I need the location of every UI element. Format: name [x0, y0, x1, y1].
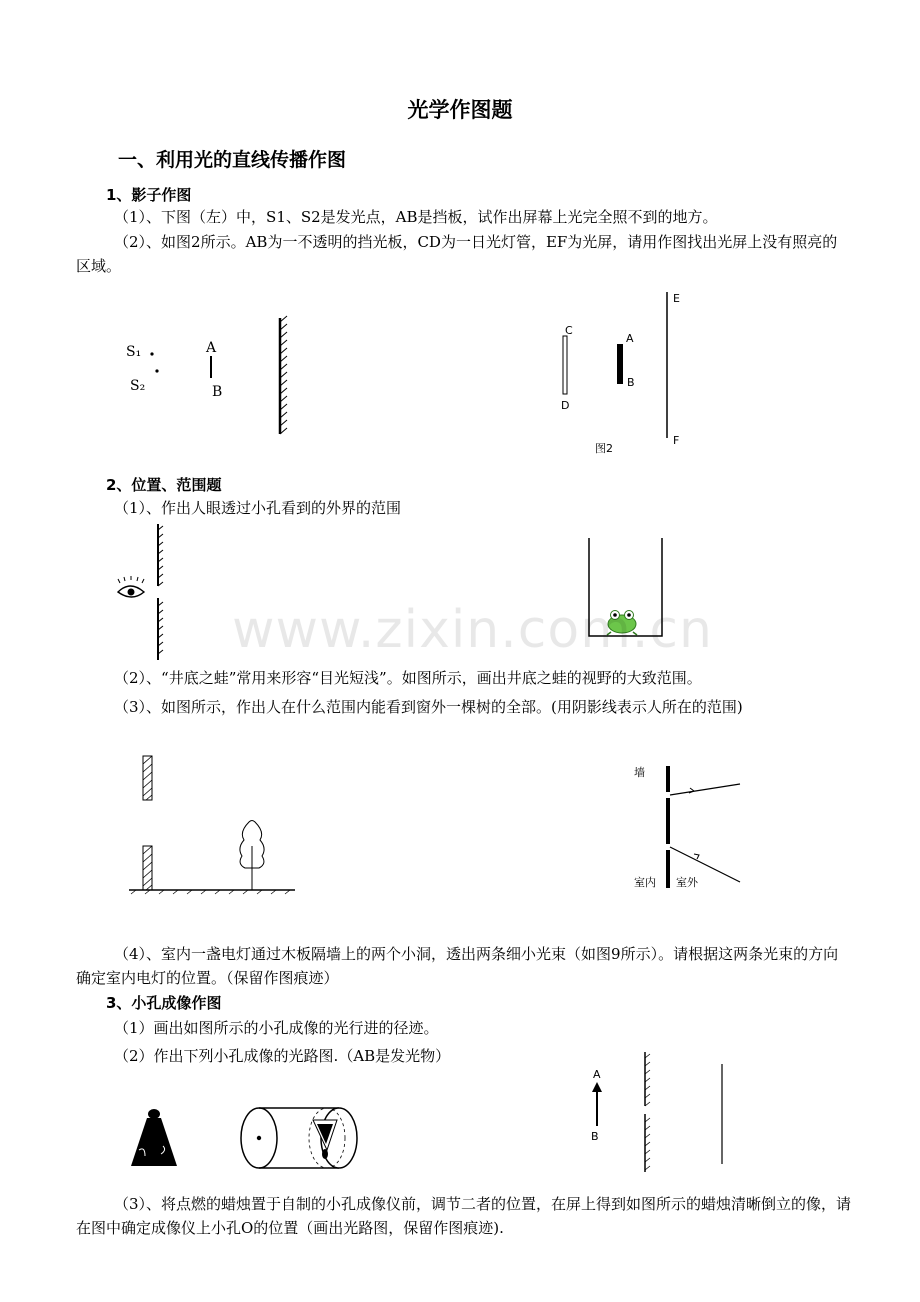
candle-flame-icon	[131, 1109, 177, 1166]
figure-shadow-left	[120, 310, 320, 440]
tree-icon	[240, 821, 264, 891]
watermark: www.zixin.com.cn	[232, 600, 713, 660]
question-1-2: （2）、如图2所示。AB为一不透明的挡光板，CD为一日光灯管，EF为光屏，请用作图找出光屏上没有照亮的区域。	[76, 233, 838, 275]
figure-wall-beams	[632, 762, 752, 892]
point-s1	[150, 352, 153, 355]
figure-candle-camera	[125, 1100, 365, 1175]
question-2-1: （1）、作出人眼透过小孔看到的外界的范围	[114, 499, 402, 517]
label-wall: 墙	[634, 766, 645, 779]
question-3-3: （3）、将点燃的蜡烛置于自制的小孔成像仪前，调节二者的位置，在屏上得到如图所示的蜡烛清晰倒立的像，请在图中确定成像仪上小孔O的位置（画出光路图，保留作图痕迹).	[76, 1195, 852, 1237]
window-upper-wall	[143, 756, 152, 800]
eye-icon	[118, 576, 144, 597]
question-2-4: （4）、室内一盏电灯通过木板隔墙上的两个小洞，透出两条细小光束（如图9所示）。请根据这两条光束的方向确定室内电灯的位置。（保留作图痕迹）	[76, 945, 839, 987]
label-a3: A	[593, 1068, 601, 1081]
figure-2-caption: 图2	[595, 442, 613, 455]
wall-with-hole	[158, 524, 163, 660]
label-f: F	[673, 434, 680, 447]
subheading-range: 2、位置、范围题	[106, 476, 222, 494]
barrier-ab2	[617, 344, 623, 384]
label-s1: S₁	[126, 344, 142, 360]
subheading-shadow: 1、影子作图	[106, 186, 192, 204]
label-a2: A	[626, 332, 634, 345]
label-indoor: 室内	[634, 876, 656, 889]
label-outdoor: 室外	[676, 876, 698, 889]
figure-eye-hole	[112, 520, 182, 665]
question-2-3: （3）、如图所示，作出人在什么范围内能看到窗外一棵树的全部。(用阴影线表示人所在的范围)	[114, 698, 743, 716]
label-d: D	[561, 399, 570, 412]
point-s2	[155, 369, 158, 372]
question-3-1: （1）画出如图所示的小孔成像的光行进的径迹。	[114, 1019, 439, 1037]
pinhole-wall	[645, 1052, 650, 1172]
pinhole-camera	[241, 1108, 357, 1168]
label-e: E	[673, 292, 680, 305]
label-b: B	[212, 384, 223, 400]
question-2-2: （2）、“井底之蛙”常用来形容“目光短浅”。如图所示，画出井底之蛙的视野的大致范围。	[114, 669, 702, 687]
label-s2: S₂	[130, 378, 146, 394]
pinhole	[257, 1136, 261, 1140]
light-beam-1	[670, 784, 740, 795]
figure-window-tree	[125, 752, 305, 897]
screen-hatched	[280, 316, 287, 434]
label-a: A	[206, 340, 217, 356]
question-3-2: （2）作出下列小孔成像的光路图.（AB是发光物）	[114, 1047, 451, 1065]
figure-2	[555, 290, 695, 460]
label-c: C	[565, 324, 573, 337]
section-heading-1: 一、利用光的直线传播作图	[118, 149, 347, 171]
subheading-pinhole: 3、小孔成像作图	[106, 994, 222, 1012]
label-b2: B	[627, 376, 635, 389]
page-title: 光学作图题	[407, 98, 513, 122]
lamp-cd	[563, 336, 567, 394]
figure-ab-pinhole	[585, 1048, 735, 1176]
window-lower-wall	[143, 846, 152, 890]
label-b3: B	[591, 1130, 599, 1143]
question-1-1: （1）、下图（左）中，S1、S2是发光点，AB是挡板，试作出屏幕上光完全照不到的地方。	[114, 208, 718, 226]
